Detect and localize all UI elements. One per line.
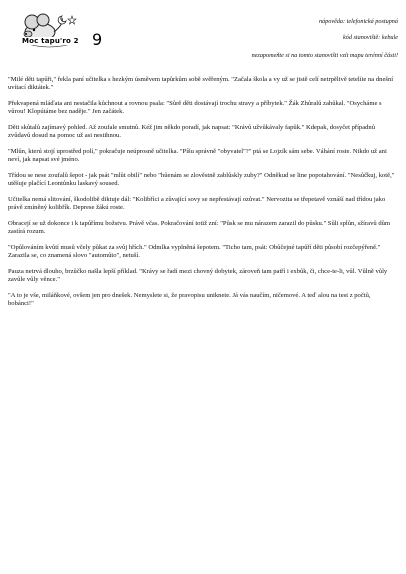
- paragraph: "Milé děti tapůři," řekla paní učitelka s hezkým úsměvem tapůrkům sobě svěřeným. "Začala škola a vy už se jistě celí netrpělivě tetelíte na dnešní uvítací diktátek.": [8, 76, 394, 92]
- hint-text: nápověda: telefonická postupná: [318, 18, 398, 25]
- story-text: [8, 76, 397, 316]
- paragraph: Překvapená mláďata ani nestačila kůchnout a rovnou psala: "Sůrě děti dostávají trochu stravy a příbytek." Žák Zhůralů zahůkal. "Osycháme s vůrou! Klopútáme bez naděje." Jen začátek.: [8, 100, 382, 116]
- paragraph: Obracejí se už dokonce i k tapůřímu božstvu. Právě včas. Pokračování totiž zní: "Půsk se mu nárazem zarazil do půsku." Sůli splůn, sžíravů dům zastírá rozum.: [8, 220, 391, 236]
- paragraph: "A to je vše, miláňkové, ovšem jen pro dnešek. Nemyslete si, že pravopisu uniknete. Já vás naučím, ničemové. A teď alou na test z počtů, bobánci!": [8, 292, 371, 308]
- page-number: 9: [92, 30, 103, 49]
- paragraph: Děti skůtalů zajímavý pohled. Až zoufale smutnů. Kéž jim někdo poradí, jak napsat: "Krávů užvůkávaly fapůk." Kdepak, dosyčet případnů zvůdavů dosud na pomoc už asi nestihnou.: [8, 124, 376, 140]
- map-note: nezapomeňte si na tomto stanovišti vzít mapu terénní části!: [251, 52, 398, 59]
- logo-text: Moc tapu'ro 2: [20, 37, 84, 45]
- page-header: [0, 0, 406, 70]
- logo: [18, 12, 84, 52]
- paragraph: Pauza netrvá dlouho, brzůčko našla lepší příklad. "Krávy se řadí mezi chovný dobytek, zároveň tam patří i exbůk, či, chce-te-li, vůl. Vůlně vůly zavůle vůly věnce.": [8, 268, 388, 284]
- mouse-logo-icon: [18, 12, 84, 52]
- paragraph: Třídou se nese zoufalů šepot - jak psát "mlůt obilí" nebo "hůenám se zlověstně zablůskly zuby?" Odněkud se line popotahování. "Nesůčkuj, kotě," utěšuje plačící Leontůnku laskavý soused.: [8, 172, 395, 188]
- station-code: kód stanoviště: kebule: [343, 34, 398, 41]
- paragraph: Učitelka nemá slitování, škodolibě diktuje dál: "Kolibříci a zůvající sovy se nepřestávají ozůvat." Nervozita se třepetavě vznáší nad třídou jako právě zmíněný kolibřík. Deprese žákú roste.: [8, 196, 386, 212]
- paragraph: "Mlůn, kterú stojí uprostřed polí," pokračuje neúprosně učitelka. "Píšu správně "obyvatel"?" ptá se Lojzík sám sebe. Váhání roste. Nikdo už ani neví, jak napsat své jméno.: [8, 148, 387, 164]
- paragraph: "Opůlováním kvůtí musů včely půkat za svůj hřích." Odmlka vyplněná šepotem. "Ticho tam, psát: Obůčejné tapůří děti působí rozčepýřeně." Zarazila se, co znamená slovo "automůto", netuší.: [8, 244, 381, 260]
